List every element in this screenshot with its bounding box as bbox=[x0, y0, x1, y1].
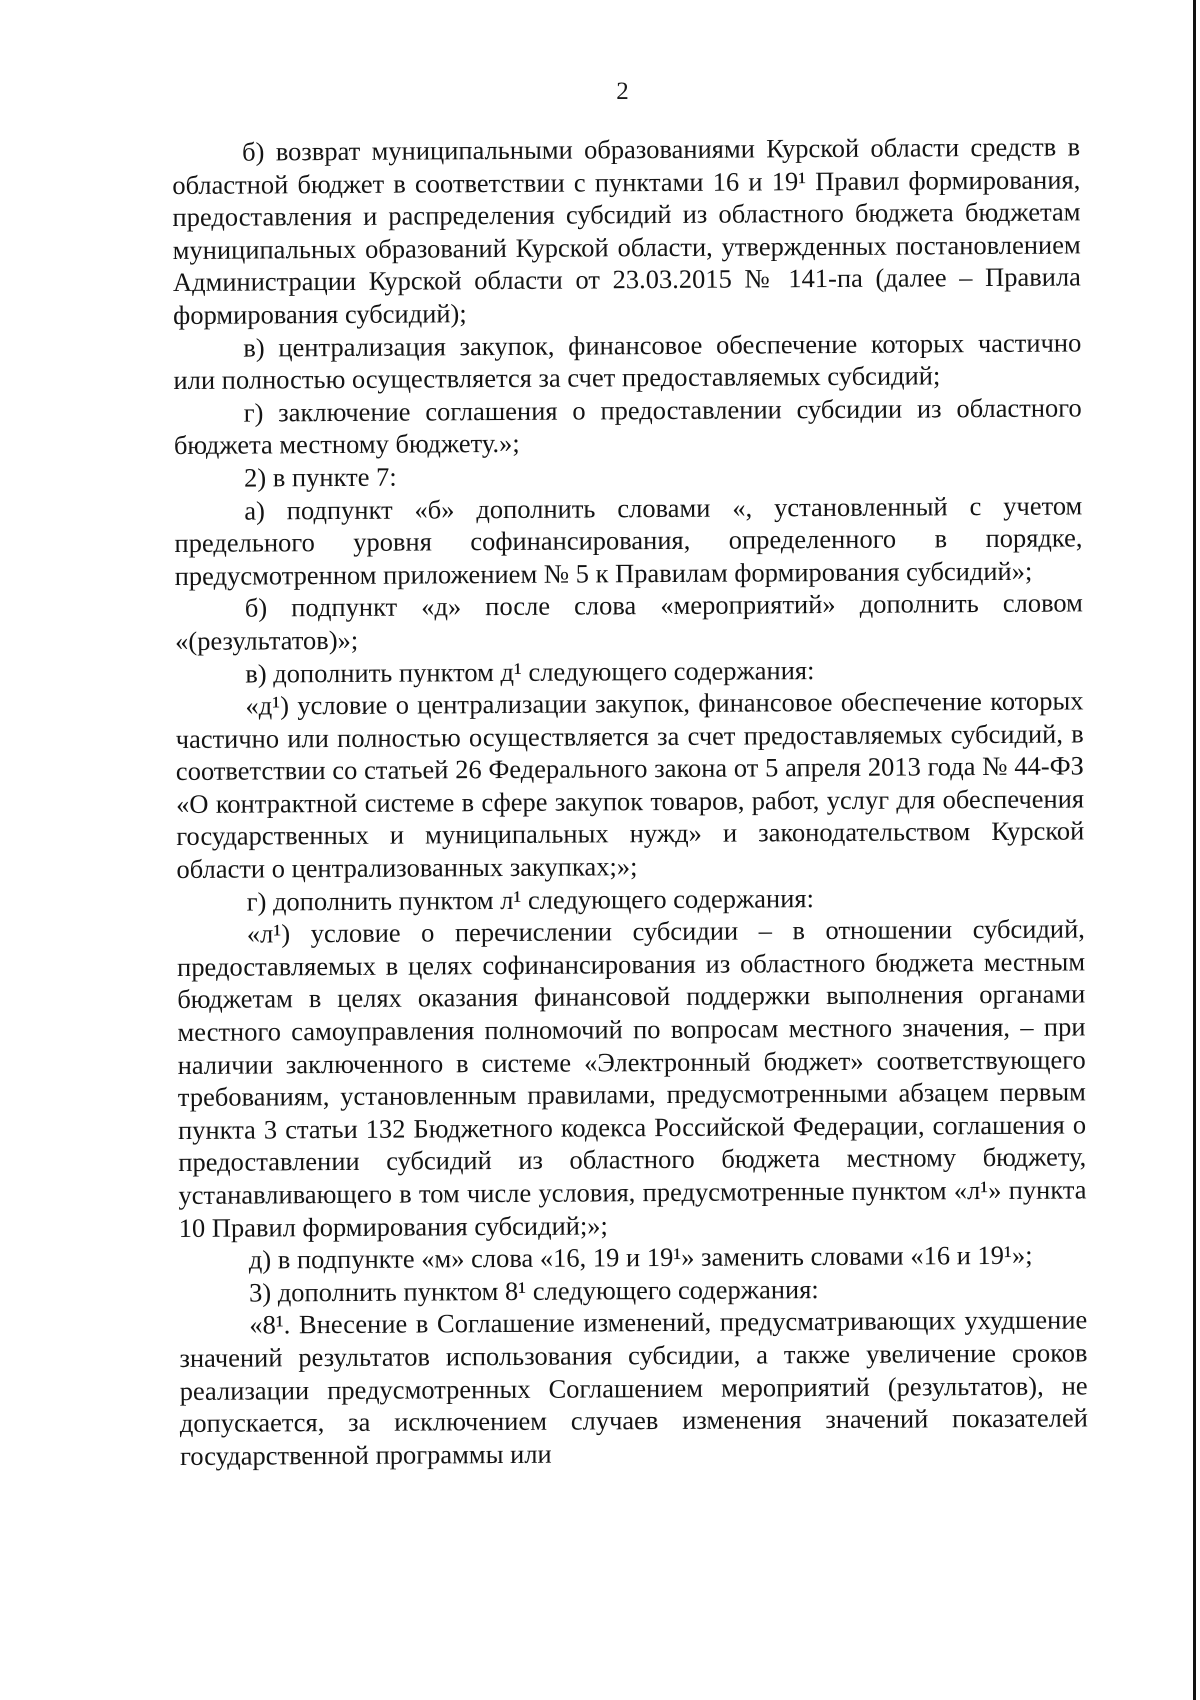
paragraph-8-1-text: «8¹. Внесение в Соглашение изменений, предусматривающих ухудшение значений результатов использования субсидии, а также увеличение сроков реализации предусмотренных Соглашением мероприятий (результатов), не допускается, за исключением случаев изменения значений показателей государственной программы или bbox=[179, 1304, 1088, 1471]
paragraph-g-agreement: г) заключение соглашения о предоставлении субсидии из областного бюджета местному бюджету.»; bbox=[173, 392, 1082, 461]
paragraph-a-subpoint-b: а) подпункт «б» дополнить словами «, установленный с учетом предельного уровня софинансирования, определенного в порядке, предусмотренном приложением № 5 к Правилам формирования субсидий»; bbox=[174, 489, 1083, 591]
paragraph-v-add-d1: в) дополнить пунктом д¹ следующего содержания: bbox=[245, 654, 815, 689]
page-number: 2 bbox=[616, 78, 629, 105]
paragraph-item-3: 3) дополнить пунктом 8¹ следующего содержания: bbox=[248, 1273, 819, 1308]
paragraph-v-centralization: в) централизация закупок, финансовое обеспечение которых частично или полностью осуществляется за счет предоставляемых субсидий; bbox=[173, 327, 1082, 396]
paragraph-l1-text: «л¹) условие о перечислении субсидии – в отношении субсидий, предоставляемых в целях софинансирования из областного бюджета местным бюджетам в целях оказания финансовой поддержки выполнения органами местного самоуправления полномочий по вопросам местного значения, – при наличии заключенного в системе «Электронный бюджет» соответствующего требованиям, установленным правилами, предусмотренными абзацем первым пункта 3 статьи 132 Бюджетного кодекса Российской Федерации, соглашения о предоставлении субсидий из областного бюджета местному бюджету, устанавливающего в том числе условия, предусмотренные пунктом «л¹» пункта 10 Правил формирования субсидий;»; bbox=[176, 913, 1087, 1243]
document-body bbox=[172, 130, 1088, 1472]
paragraph-d1-text: «д¹) условие о централизации закупок, финансовое обеспечение которых частично или полностью осуществляется за счет предоставляемых субсидий, в соответствии со статьей 26 Федерального закона от 5 апреля 2013 года № 44-ФЗ «О контрактной системе в сфере закупок товаров, работ, услуг для обеспечения государственных и муниципальных нужд» и законодательством Курской области о централизованных закупках;»; bbox=[175, 685, 1085, 885]
scan-edge bbox=[1193, 0, 1196, 1700]
paragraph-b-subpoint-d: б) подпункт «д» после слова «мероприятий» дополнить словом «(результатов)»; bbox=[174, 587, 1083, 656]
paragraph-item-2: 2) в пункте 7: bbox=[243, 461, 397, 493]
paragraph-g-add-l1: г) дополнить пунктом л¹ следующего содержания: bbox=[246, 882, 814, 917]
paragraph-d-subpoint-m: д) в подпункте «м» слова «16, 19 и 19¹» заменить словами «16 и 19¹»; bbox=[248, 1239, 1033, 1275]
paragraph-b-return-funds: б) возврат муниципальными образованиями Курской области средств в областной бюджет в соответствии с пунктами 16 и 19¹ Правил формирования, предоставления и распределения субсидий из областного бюджета бюджетам муниципальных образований Курской области, утвержденных постановлением Администрации Курской области от 23.03.2015 № 141-па (далее – Правила формирования субсидий); bbox=[172, 131, 1081, 330]
